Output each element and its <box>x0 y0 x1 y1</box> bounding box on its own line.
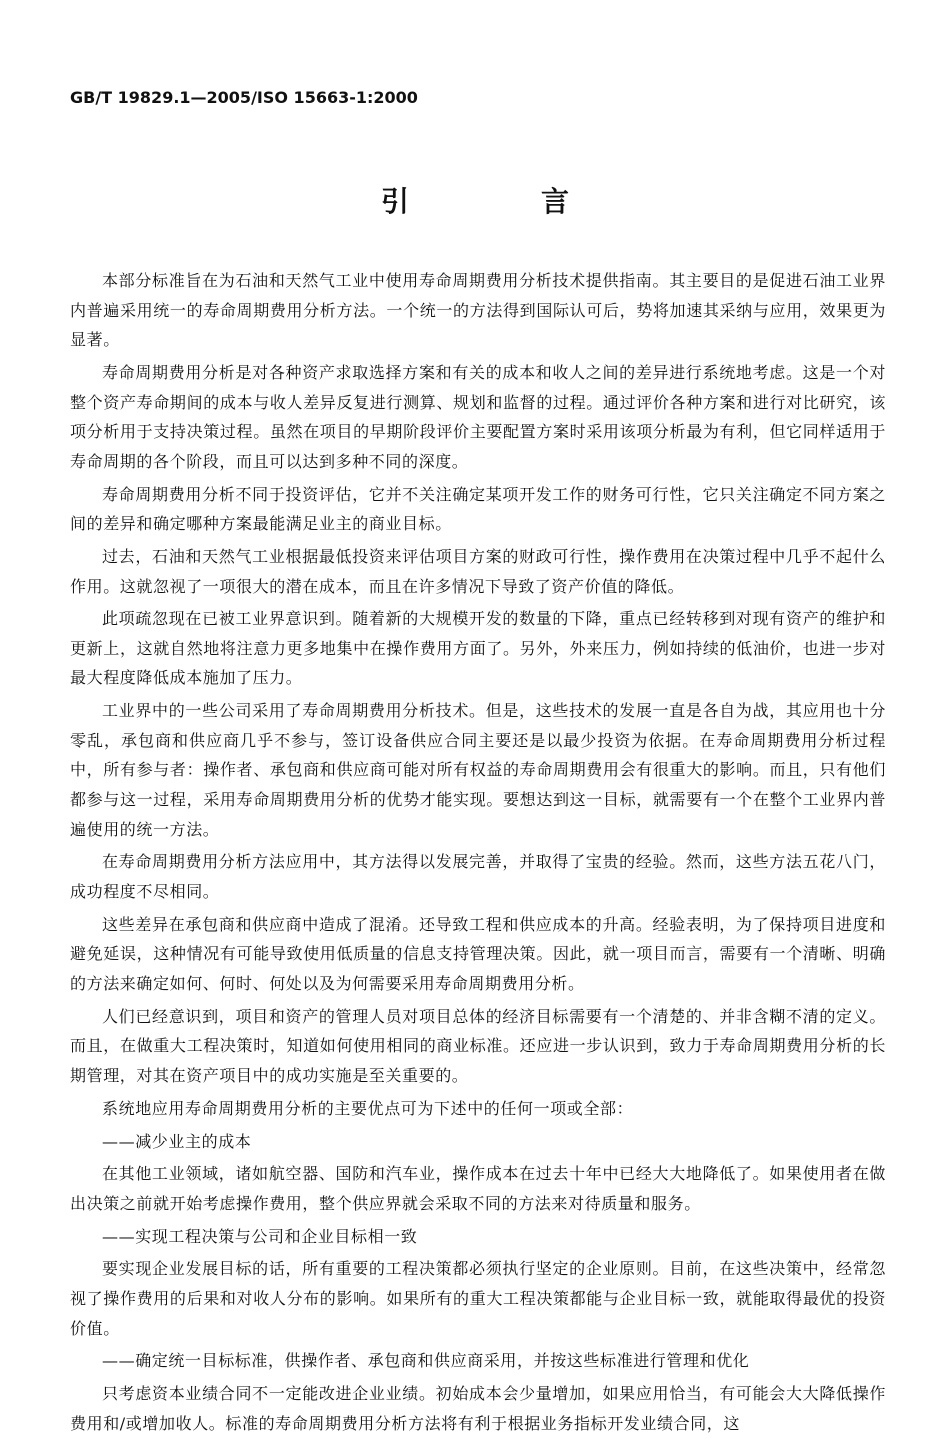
paragraph: 系统地应用寿命周期费用分析的主要优点可为下述中的任何一项或全部： <box>102 1098 634 1118</box>
paragraph: 工业界中的一些公司采用了寿命周期费用分析技术。但是，这些技术的发展一直是各自为战，其应用也十分零乱，承包商和供应商几乎不参与，签订设备供应合同主要还是以最少投资为依据。在寿命周期费用分析过程中，所有参与者：操作者、承包商和供应商可能对所有权益的寿命周期费用会有很重大的影响。而且，只有他们都参与这一过程，采用寿命周期费用分析的优势才能实现。要想达到这一目标，就需要有一个在整个工业界内普遍使用的统一方法。 <box>70 701 886 839</box>
list-item-align-engineering-decisions: ——实现工程决策与公司和企业目标相一致 <box>102 1226 418 1246</box>
paragraph: 本部分标准旨在为石油和天然气工业中使用寿命周期费用分析技术提供指南。其主要目的是促进石油工业界内普遍采用统一的寿命周期费用分析方法。一个统一的方法得到国际认可后，势将加速其采纳与应用，效果更为显著。 <box>70 271 886 350</box>
page-title: 引 言 <box>380 185 621 218</box>
body-text <box>70 266 886 1442</box>
paragraph: 这些差异在承包商和供应商中造成了混淆。还导致工程和供应成本的升高。经验表明，为了保持项目进度和避免延误，这种情况有可能导致使用低质量的信息支持管理决策。因此，就一项目而言，需要有一个清晰、明确的方法来确定如何、何时、何处以及为何需要采用寿命周期费用分析。 <box>70 914 886 993</box>
paragraph: 在寿命周期费用分析方法应用中，其方法得以发展完善，并取得了宝贵的经验。然而，这些方法五花八门，成功程度不尽相同。 <box>70 852 886 901</box>
paragraph: 要实现企业发展目标的话，所有重要的工程决策都必须执行坚定的企业原则。目前，在这些决策中，经常忽视了操作费用的后果和对收人分布的影响。如果所有的重大工程决策都能与企业目标一致，就能取得最优的投资价值。 <box>70 1259 886 1338</box>
standard-number-header: GB/T 19829.1—2005/ISO 15663-1:2000 <box>70 88 418 107</box>
paragraph: 只考虑资本业绩合同不一定能改进企业业绩。初始成本会少量增加，如果应用恰当，有可能会大大降低操作费用和/或增加收人。标准的寿命周期费用分析方法将有利于根据业务指标开发业绩合同，这 <box>70 1384 886 1433</box>
list-item-unified-target-standards: ——确定统一目标标准，供操作者、承包商和供应商采用，并按这些标准进行管理和优化 <box>102 1351 750 1371</box>
paragraph: 人们已经意识到，项目和资产的管理人员对项目总体的经济目标需要有一个清楚的、并非含糊不清的定义。而且，在做重大工程决策时，知道如何使用相同的商业标准。还应进一步认识到，致力于寿命周期费用分析的长期管理，对其在资产项目中的成功实施是至关重要的。 <box>70 1006 886 1085</box>
paragraph: 此项疏忽现在已被工业界意识到。随着新的大规模开发的数量的下降，重点已经转移到对现有资产的维护和更新上，这就自然地将注意力更多地集中在操作费用方面了。另外，外来压力，例如持续的低油价，也进一步对最大程度降低成本施加了压力。 <box>70 609 886 688</box>
list-item-reduce-owner-cost: ——减少业主的成本 <box>102 1131 252 1151</box>
paragraph: 在其他工业领域，诸如航空器、国防和汽车业，操作成本在过去十年中已经大大地降低了。如果使用者在做出决策之前就开始考虑操作费用，整个供应界就会采取不同的方法来对待质量和服务。 <box>70 1164 886 1213</box>
paragraph: 过去，石油和天然气工业根据最低投资来评估项目方案的财政可行性，操作费用在决策过程中几乎不起什么作用。这就忽视了一项很大的潜在成本，而且在许多情况下导致了资产价值的降低。 <box>70 546 886 596</box>
paragraph: 寿命周期费用分析是对各种资产求取选择方案和有关的成本和收人之间的差异进行系统地考虑。这是一个对整个资产寿命期间的成本与收人差异反复进行测算、规划和监督的过程。通过评价各种方案和进行对比研究，该项分析用于支持决策过程。虽然在项目的早期阶段评价主要配置方案时采用该项分析最为有利，但它同样适用于寿命周期的各个阶段，而且可以达到多种不同的深度。 <box>70 362 886 471</box>
paragraph: 寿命周期费用分析不同于投资评估，它并不关注确定某项开发工作的财务可行性，它只关注确定不同方案之间的差异和确定哪种方案最能满足业主的商业目标。 <box>70 484 886 534</box>
